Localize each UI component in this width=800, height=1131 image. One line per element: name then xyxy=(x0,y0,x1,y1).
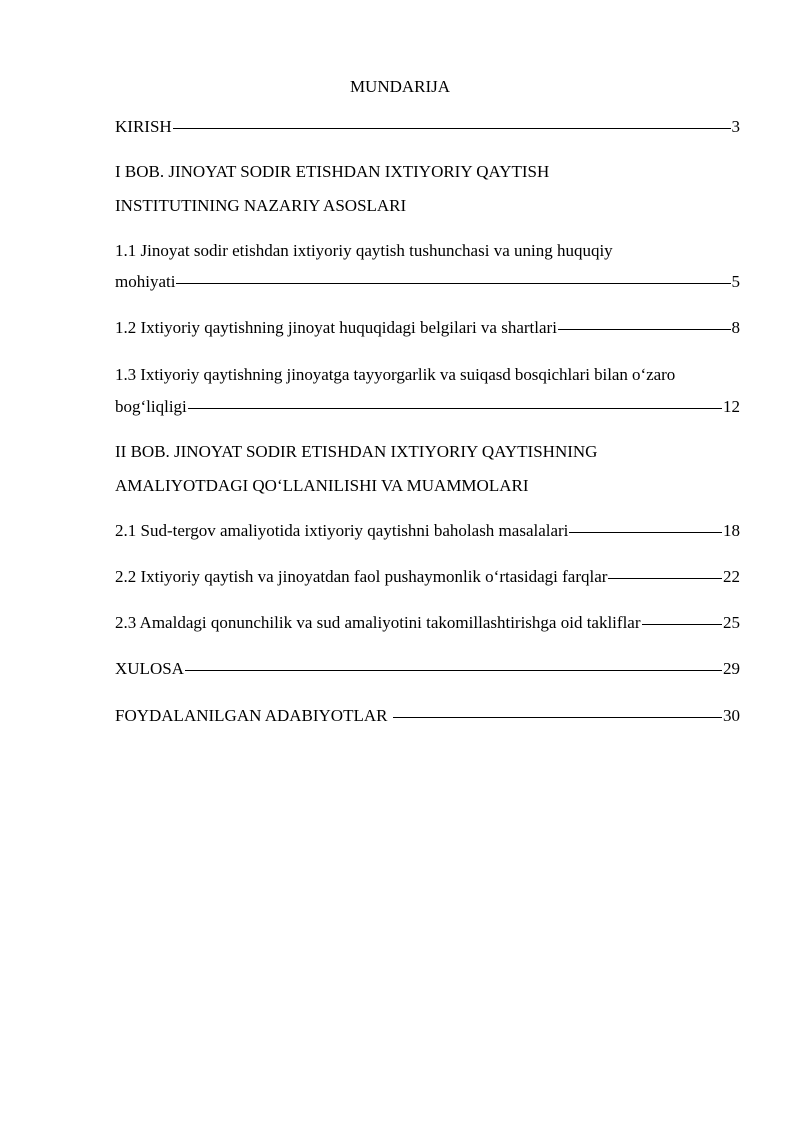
leader-line xyxy=(185,670,722,671)
toc-entry-1-1-line1[interactable]: 1.1 Jinoyat sodir etishdan ixtiyoriy qaytish tushunchasi va uning huquqiy xyxy=(115,241,613,260)
page-number: 18 xyxy=(723,521,740,540)
toc-entry-label: XULOSA xyxy=(115,659,184,678)
page-number: 12 xyxy=(723,397,740,416)
chapter-heading-2-line2[interactable]: AMALIYOTDAGI QO‘LLANILISHI VA MUAMMOLARI xyxy=(115,476,529,495)
toc-entry-2-1[interactable] xyxy=(115,520,740,542)
chapter-heading-1-line1[interactable]: I BOB. JINOYAT SODIR ETISHDAN IXTIYORIY QAYTISH xyxy=(115,162,550,181)
page-number: 8 xyxy=(731,318,740,337)
page-number: 3 xyxy=(731,117,740,136)
leader-line xyxy=(569,532,722,533)
page-number: 5 xyxy=(731,272,740,291)
leader-line xyxy=(558,329,731,330)
toc-entry-1-1[interactable] xyxy=(115,271,740,293)
leader-line xyxy=(642,624,723,625)
toc-entry-label: 2.2 Ixtiyoriy qaytish va jinoyatdan faol pushaymonlik o‘rtasidagi farqlar xyxy=(115,567,608,586)
toc-entry-1-3[interactable] xyxy=(115,396,740,418)
toc-entry-label: bog‘liqligi xyxy=(115,397,187,416)
toc-entry-2-3[interactable] xyxy=(115,612,740,634)
toc-entry-label: 2.1 Sud-tergov amaliyotida ixtiyoriy qaytishni baholash masalalari xyxy=(115,521,569,540)
toc-entry-2-2[interactable] xyxy=(115,566,740,588)
toc-entry-1-3-line1[interactable]: 1.3 Ixtiyoriy qaytishning jinoyatga tayyorgarlik va suiqasd bosqichlari bilan o‘zaro xyxy=(115,365,676,384)
toc-entry-1-2[interactable] xyxy=(115,317,740,339)
chapter-heading-1-line2[interactable]: INSTITUTINING NAZARIY ASOSLARI xyxy=(115,196,407,215)
page-number: 22 xyxy=(723,567,740,586)
toc-entry-label: KIRISH xyxy=(115,117,172,136)
page-number: 25 xyxy=(723,613,740,632)
leader-line xyxy=(173,128,731,129)
chapter-heading-2-line1[interactable]: II BOB. JINOYAT SODIR ETISHDAN IXTIYORIY QAYTISHNING xyxy=(115,442,598,461)
leader-line xyxy=(608,578,722,579)
toc-entry-adabiyotlar[interactable] xyxy=(115,705,740,727)
page-title: MUNDARIJA xyxy=(349,77,451,96)
toc-entry-kirish[interactable] xyxy=(115,116,740,138)
toc-entry-label: FOYDALANILGAN ADABIYOTLAR xyxy=(115,706,392,725)
leader-line xyxy=(393,717,722,718)
toc-entry-label: 2.3 Amaldagi qonunchilik va sud amaliyotini takomillashtirishga oid takliflar xyxy=(115,613,641,632)
page-number: 29 xyxy=(723,659,740,678)
toc-entry-label: mohiyati xyxy=(115,272,176,291)
toc-entry-label: 1.2 Ixtiyoriy qaytishning jinoyat huquqidagi belgilari va shartlari xyxy=(115,318,557,337)
page-number: 30 xyxy=(723,706,740,725)
leader-line xyxy=(188,408,722,409)
leader-line xyxy=(176,283,730,284)
toc-entry-xulosa[interactable] xyxy=(115,658,740,680)
